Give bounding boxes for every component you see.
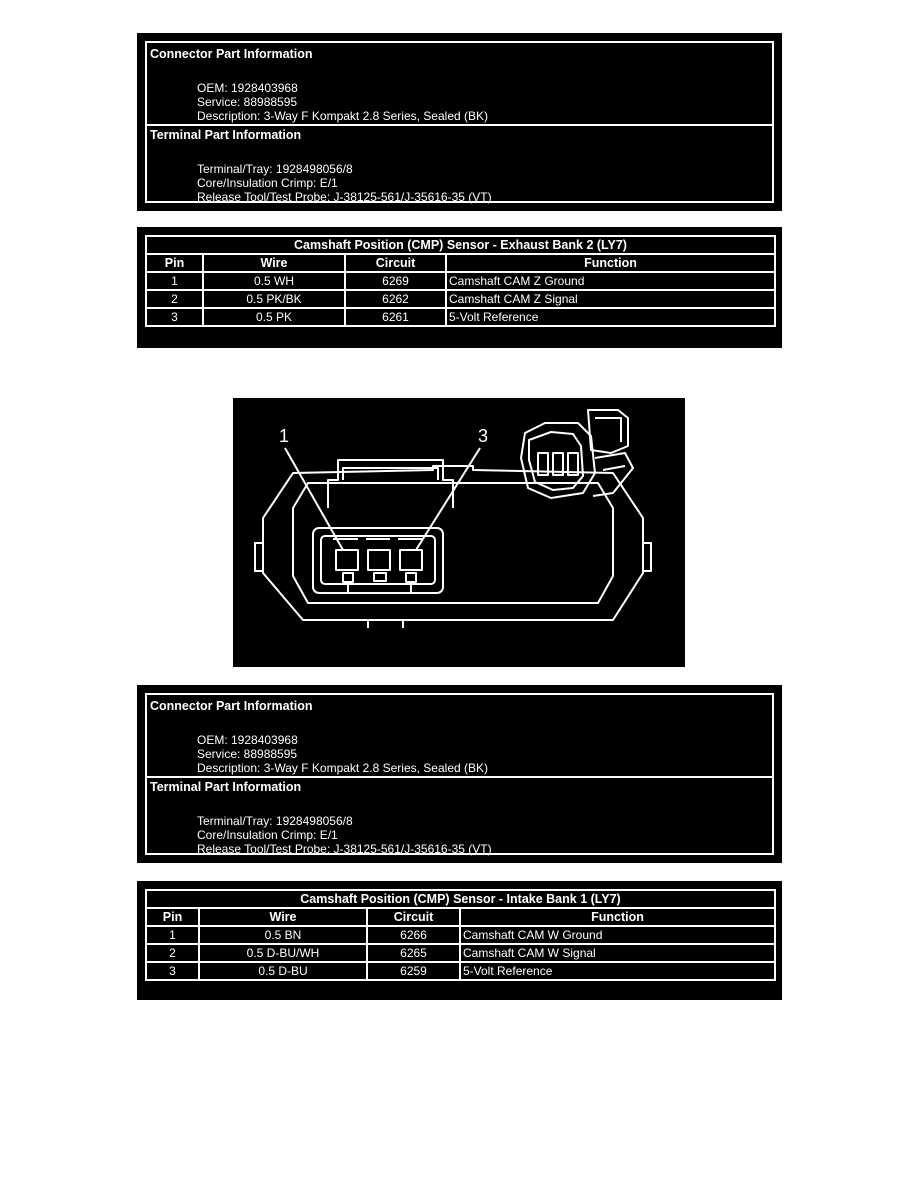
table-row — [146, 926, 775, 944]
connector-info-panel-1 — [137, 33, 782, 211]
connector-heading: Connector Part Information — [150, 47, 313, 61]
col-circuit: Circuit — [367, 908, 460, 926]
table-header-row — [146, 908, 775, 926]
function-cell: 5-Volt Reference — [460, 962, 775, 980]
wire-cell: 0.5 PK — [203, 308, 345, 326]
pin-cell: 2 — [146, 290, 203, 308]
wire-cell: 0.5 WH — [203, 272, 345, 290]
wire-cell: 0.5 BN — [199, 926, 367, 944]
circuit-cell: 6261 — [345, 308, 446, 326]
pinout-table-intake — [145, 889, 776, 981]
wire-cell: 0.5 D-BU — [199, 962, 367, 980]
table-row — [146, 962, 775, 980]
col-pin: Pin — [146, 908, 199, 926]
col-circuit: Circuit — [345, 254, 446, 272]
col-function: Function — [446, 254, 775, 272]
function-cell: Camshaft CAM W Signal — [460, 944, 775, 962]
wire-cell: 0.5 D-BU/WH — [199, 944, 367, 962]
circuit-cell: 6269 — [345, 272, 446, 290]
section-divider — [147, 776, 772, 778]
pin-3-label: 3 — [478, 426, 489, 446]
function-cell: Camshaft CAM W Ground — [460, 926, 775, 944]
table-title: Camshaft Position (CMP) Sensor - Exhaust Bank 2 (LY7) — [146, 236, 775, 254]
pin-cell: 3 — [146, 308, 203, 326]
connector-info-frame-1 — [145, 41, 774, 203]
terminal-tray: Terminal/Tray: 1928498056/8 — [197, 814, 353, 828]
col-function: Function — [460, 908, 775, 926]
terminal-heading: Terminal Part Information — [150, 780, 302, 794]
pinout-table-panel-1 — [137, 227, 782, 348]
table-row — [146, 944, 775, 962]
pin-cell: 2 — [146, 944, 199, 962]
connector-info-panel-2 — [137, 685, 782, 863]
circuit-cell: 6262 — [345, 290, 446, 308]
service-number: Service: 88988595 — [197, 747, 298, 761]
table-header-row — [146, 254, 775, 272]
connector-face-drawing — [233, 398, 685, 667]
pinout-table-exhaust — [145, 235, 776, 327]
connector-description: Description: 3-Way F Kompakt 2.8 Series, Sealed (BK) — [197, 109, 488, 123]
service-number: Service: 88988595 — [197, 95, 298, 109]
table-row — [146, 290, 775, 308]
crimp-info: Core/Insulation Crimp: E/1 — [197, 176, 338, 190]
pin-cell: 1 — [146, 272, 203, 290]
pin-cell: 1 — [146, 926, 199, 944]
col-wire: Wire — [203, 254, 345, 272]
table-title: Camshaft Position (CMP) Sensor - Intake Bank 1 (LY7) — [146, 890, 775, 908]
oem-number: OEM: 1928403968 — [197, 733, 298, 747]
col-pin: Pin — [146, 254, 203, 272]
release-tool: Release Tool/Test Probe: J-38125-561/J-35616-35 (VT) — [197, 842, 492, 856]
circuit-cell: 6259 — [367, 962, 460, 980]
release-tool: Release Tool/Test Probe: J-38125-561/J-35616-35 (VT) — [197, 190, 492, 204]
pinout-table-panel-2 — [137, 881, 782, 1000]
pin-cell: 3 — [146, 962, 199, 980]
crimp-info: Core/Insulation Crimp: E/1 — [197, 828, 338, 842]
table-row — [146, 308, 775, 326]
terminal-tray: Terminal/Tray: 1928498056/8 — [197, 162, 353, 176]
pin-1-label: 1 — [279, 426, 290, 446]
circuit-cell: 6265 — [367, 944, 460, 962]
section-divider — [147, 124, 772, 126]
table-row — [146, 272, 775, 290]
oem-number: OEM: 1928403968 — [197, 81, 298, 95]
col-wire: Wire — [199, 908, 367, 926]
terminal-heading: Terminal Part Information — [150, 128, 302, 142]
function-cell: 5-Volt Reference — [446, 308, 775, 326]
connector-diagram — [233, 398, 685, 667]
connector-description: Description: 3-Way F Kompakt 2.8 Series, Sealed (BK) — [197, 761, 488, 775]
function-cell: Camshaft CAM Z Ground — [446, 272, 775, 290]
circuit-cell: 6266 — [367, 926, 460, 944]
connector-heading: Connector Part Information — [150, 699, 313, 713]
function-cell: Camshaft CAM Z Signal — [446, 290, 775, 308]
connector-info-frame-2 — [145, 693, 774, 855]
wire-cell: 0.5 PK/BK — [203, 290, 345, 308]
